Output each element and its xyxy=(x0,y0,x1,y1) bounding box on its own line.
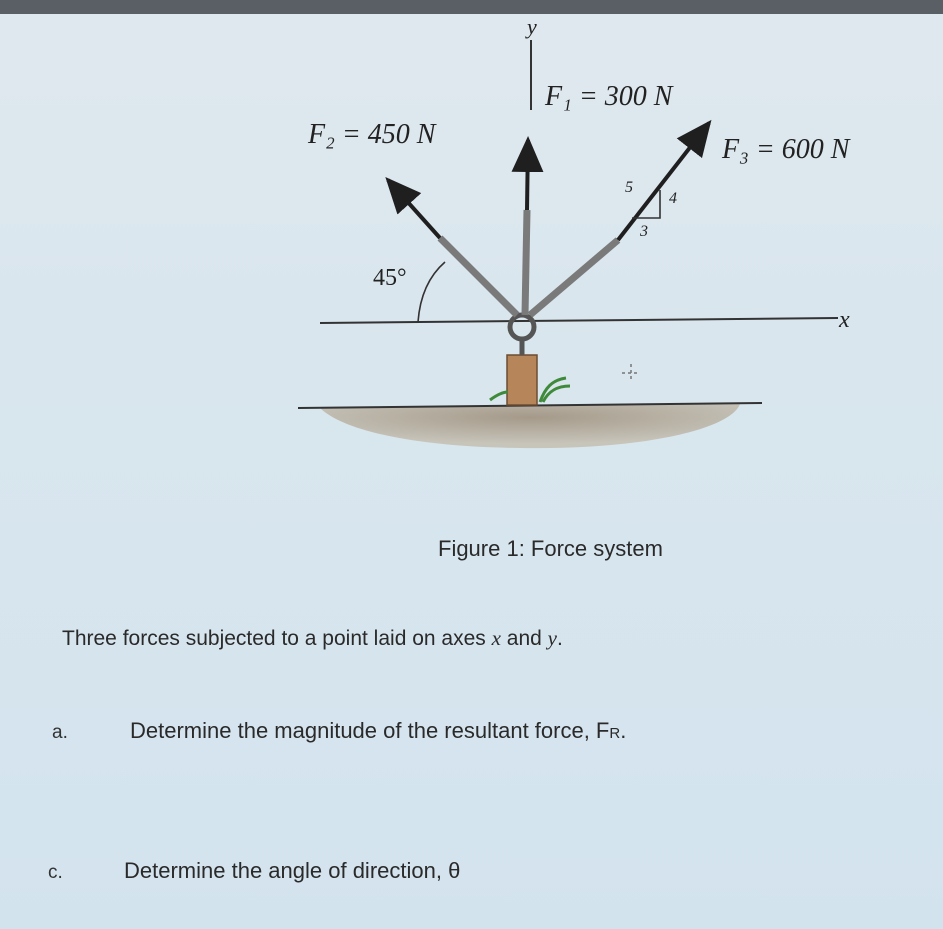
f2-arrow xyxy=(388,180,440,238)
intro-x: x xyxy=(491,626,501,650)
post xyxy=(507,355,537,405)
intro-prefix: Three forces subjected to a point laid on axes xyxy=(62,627,486,650)
f3-label: F₃ = 600 N xyxy=(722,134,850,165)
y-axis-label: y xyxy=(527,14,537,39)
slope-hyp: 5 xyxy=(625,179,633,196)
question-a-end: . xyxy=(620,718,627,743)
question-a-letter: a. xyxy=(52,722,68,743)
f2-label: F₂ = 450 N xyxy=(308,119,436,150)
f1-arrow xyxy=(527,140,528,210)
question-c-letter: c. xyxy=(48,862,63,883)
f1-cable xyxy=(525,210,527,315)
question-a-text xyxy=(130,718,626,744)
eye-ring xyxy=(510,315,534,339)
f1-label: F₁ = 300 N xyxy=(545,81,673,112)
f2-cable xyxy=(440,238,517,315)
f3-cable xyxy=(530,240,618,315)
slope-run: 3 xyxy=(640,223,648,240)
question-c-text: Determine the angle of direction, θ xyxy=(124,858,461,883)
x-axis-line xyxy=(320,318,838,323)
ground-soil xyxy=(320,404,740,448)
intro-and: and xyxy=(506,627,542,650)
question-a-subscript: R xyxy=(609,725,621,742)
angle-label: 45° xyxy=(373,265,407,291)
figure-caption: Figure 1: Force system xyxy=(438,536,663,561)
problem-statement: Three forces subjected to a point laid on axes x and y. xyxy=(62,626,563,650)
angle-arc xyxy=(418,262,445,322)
question-a-body: Determine the magnitude of the resultant force, F xyxy=(130,718,610,743)
intro-y: y xyxy=(547,626,557,650)
slope-rise: 4 xyxy=(669,190,677,207)
x-axis-label: x xyxy=(839,307,850,333)
crosshair-icon xyxy=(622,364,640,382)
